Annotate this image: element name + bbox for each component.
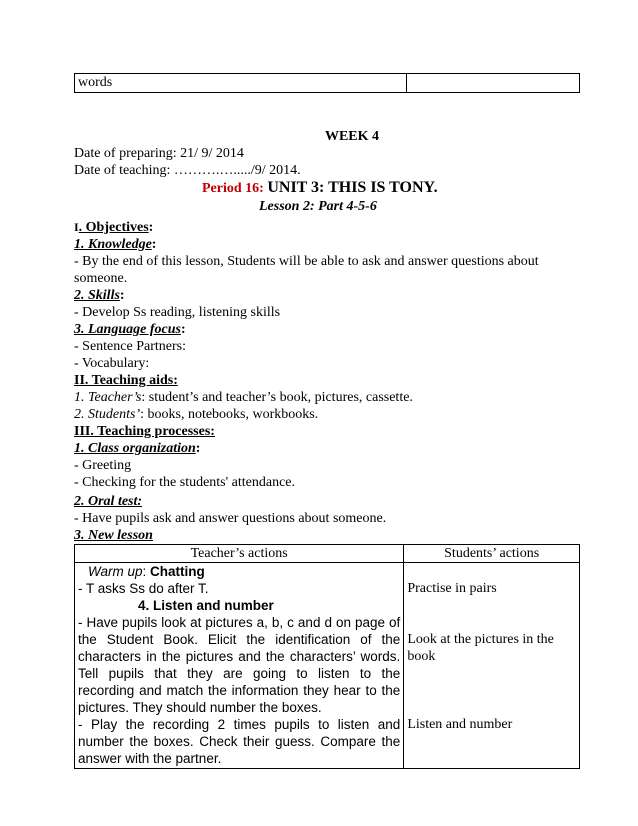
skills-text: - Develop Ss reading, listening skills xyxy=(74,305,281,320)
lesson-header xyxy=(74,128,580,769)
table-header-row xyxy=(75,545,580,563)
date-teaching: Date of teaching: ……….…...../9/ 2014. xyxy=(74,163,301,178)
processes-heading: III. Teaching processes: xyxy=(74,424,215,439)
students-actions-cell xyxy=(404,563,580,769)
table-cell: words xyxy=(75,74,407,93)
period-label: Period 16: xyxy=(202,181,264,196)
roman-numeral: I xyxy=(74,220,79,234)
objectives-heading xyxy=(74,219,580,236)
table-row xyxy=(75,74,580,93)
look-instructions: - Have pupils look at pictures a, b, c and d on page of the Student Book. Elicit the identification of the characters in the pictures and the characters’ words. Tell pupils that they are going to listen to the recording and match the information they hear to the pictures. They should number the boxes. xyxy=(78,615,401,715)
objectives-title: . Objectives xyxy=(78,220,149,235)
colon: : xyxy=(148,220,154,235)
oral-test-text: - Have pupils ask and answer questions about someone. xyxy=(74,511,387,526)
aids-heading: II. Teaching aids: xyxy=(74,373,178,388)
aids-students: 2. Students’: books, notebooks, workbooks. xyxy=(74,407,319,422)
unit-title: UNIT 3: THIS IS TONY. xyxy=(267,179,438,196)
top-table xyxy=(74,73,580,93)
play-instructions: - Play the recording 2 times pupils to listen and number the boxes. Check their guess. Compare the answer with the partner. xyxy=(78,717,401,766)
language-item: - Sentence Partners: xyxy=(74,339,186,354)
new-lesson-heading: 3. New lesson xyxy=(74,528,153,543)
students-actions-header: Students’ actions xyxy=(404,545,580,563)
language-heading: 3. Language focus: xyxy=(74,322,186,337)
oral-test-heading: 2. Oral test: xyxy=(74,494,143,509)
section-title: 4. Listen and number xyxy=(138,598,274,613)
skills-heading: 2. Skills: xyxy=(74,288,125,303)
warm-up-text: - T asks Ss do after T. xyxy=(78,581,209,596)
table-row xyxy=(75,563,580,769)
student-action: Practise in pairs xyxy=(407,581,497,596)
week-title: WEEK 4 xyxy=(324,129,380,144)
student-action: Listen and number xyxy=(407,717,513,732)
knowledge-heading: 1. Knowledge: xyxy=(74,237,157,252)
class-org-item: - Greeting xyxy=(74,458,132,473)
table-cell xyxy=(407,74,580,93)
aids-teacher: 1. Teacher’s: student’s and teacher’s book, pictures, cassette. xyxy=(74,390,413,405)
warm-up-line: Warm up: Chatting xyxy=(88,564,205,579)
student-action: Look at the pictures in the book xyxy=(407,632,554,664)
period-line xyxy=(74,179,580,198)
language-item: - Vocabulary: xyxy=(74,356,150,371)
knowledge-text: - By the end of this lesson, Students will be able to ask and answer questions about someone. xyxy=(74,254,539,286)
lesson-subtitle: Lesson 2: Part 4-5-6 xyxy=(259,199,377,214)
date-preparing: Date of preparing: 21/ 9/ 2014 xyxy=(74,146,244,161)
lesson-table xyxy=(74,544,580,769)
class-org-heading: 1. Class organization: xyxy=(74,441,201,456)
teacher-actions-cell xyxy=(75,563,404,769)
teacher-actions-header: Teacher’s actions xyxy=(75,545,404,563)
class-org-item: - Checking for the students' attendance. xyxy=(74,475,296,490)
